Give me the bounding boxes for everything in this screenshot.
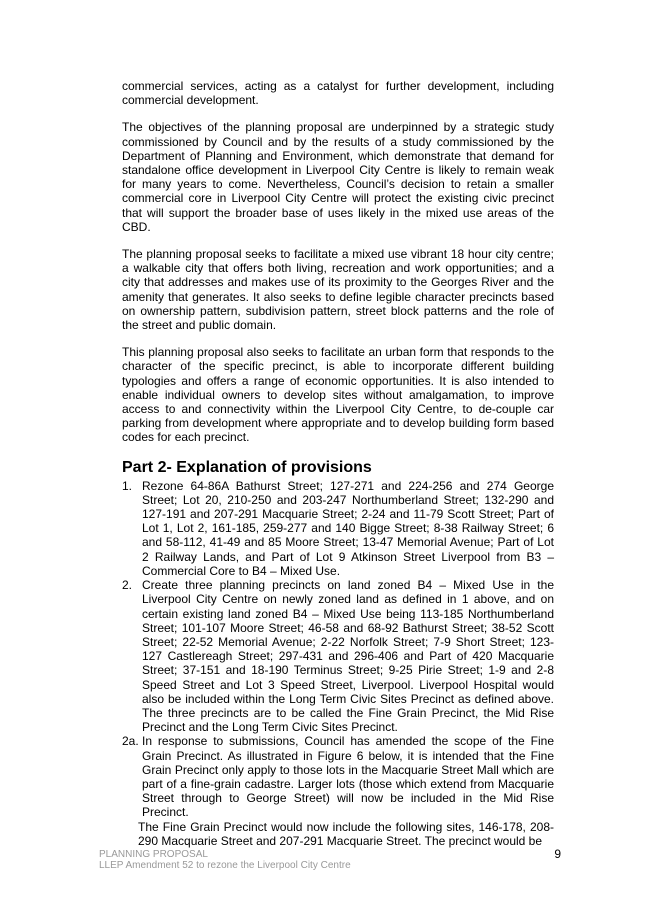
paragraph-intro: commercial services, acting as a catalyst for further development, including commercial development.: [122, 79, 554, 108]
page-number: 9: [554, 847, 561, 861]
provision-number: 2.: [122, 578, 133, 593]
footer-subtitle: LLEP Amendment 52 to rezone the Liverpool City Centre: [99, 860, 351, 871]
provision-continuation: The Fine Grain Precinct would now include the following sites, 146-178, 208-290 Macquarie Street and 207-291 Macquarie Street. The precinct would be: [138, 819, 554, 848]
provision-text: Create three planning precincts on land zoned B4 – Mixed Use in the Liverpool City Centre on newly zoned land as defined in 1 above, and on certain existing land zoned B4 – Mixed Use being 113-185 Northumberland Street; 101-107 Moore Street; 46-58 and 68-92 Bathurst Street; 38-52 Scott Street; 22-52 Memorial Avenue; 2-22 Norfolk Street; 7-9 Short Street; 123-127 Castlereagh Street; 297-431 and 296-406 and Part of 420 Macquarie Street; 37-151 and 18-190 Terminus Street; 9-25 Pirie Street; 1-9 and 2-8 Speed Street and Lot 3 Speed Street, Liverpool. Liverpool Hospital would also be included within the Long Term Civic Sites Precinct as defined above. The three precincts are to be called the Fine Grain Precinct, the Mid Rise Precinct and the Long Term Civic Sites Precinct.: [142, 578, 554, 735]
provision-item: [122, 479, 554, 578]
provision-text: In response to submissions, Council has amended the scope of the Fine Grain Precinct. As illustrated in Figure 6 below, it is intended that the Fine Grain Precinct only apply to those lots in the Macquarie Street Mall which are part of a fine-grain cadastre. Larger lots (those which extend from Macquarie Street through to George Street) will now be included in the Mid Rise Precinct.: [142, 734, 554, 820]
provision-item: [122, 578, 554, 734]
page-footer: [99, 849, 561, 871]
paragraph-objectives: The objectives of the planning proposal are underpinned by a strategic study commissioned by Council and by the results of a study commissioned by the Department of Planning and Environment, which demonstrate that demand for standalone office development in Liverpool City Centre is likely to remain weak for many years to come. Nevertheless, Council’s decision to retain a smaller commercial core in Liverpool City Centre will protect the existing civic precinct that will support the broader base of uses likely in the mixed use areas of the CBD.: [122, 120, 554, 234]
provision-item: [122, 734, 554, 819]
section-heading: Part 2- Explanation of provisions: [122, 458, 372, 476]
provision-number: 1.: [122, 478, 133, 493]
footer-title: PLANNING PROPOSAL: [99, 849, 208, 860]
provision-text: Rezone 64-86A Bathurst Street; 127-271 and 224-256 and 274 George Street; Lot 20, 210-250 and 203-247 Northumberland Street; 132-290 and 127-191 and 207-291 Macquarie Street; 2-24 and 11-79 Scott Street; Part of Lot 1, Lot 2, 161-185, 259-277 and 140 Bigge Street; 8-38 Railway Street; 6 and 58-112, 41-49 and 85 Moore Street; 13-47 Memorial Avenue; Part of Lot 2 Railway Lands, and Part of Lot 9 Atkinson Street Liverpool from B3 – Commercial Core to B4 – Mixed Use.: [142, 478, 554, 578]
paragraph-urban-form: This planning proposal also seeks to facilitate an urban form that responds to the character of the specific precinct, is able to incorporate different building typologies and offers a range of economic opportunities. It is also intended to enable individual owners to develop sites without amalgamation, to improve access to and connectivity within the Liverpool City Centre, to de-couple car parking from development where appropriate and to develop building form based codes for each precinct.: [122, 345, 554, 445]
page-content: [122, 79, 554, 848]
paragraph-vibrant-city: The planning proposal seeks to facilitate a mixed use vibrant 18 hour city centre; a walkable city that offers both living, recreation and work opportunities; and a city that addresses and makes use of its proximity to the Georges River and the amenity that generates. It also seeks to define legible character precincts based on ownership pattern, subdivision pattern, street block patterns and the role of the street and public domain.: [122, 247, 554, 333]
provision-number: 2a.: [122, 734, 139, 749]
provisions-list: [122, 479, 554, 820]
